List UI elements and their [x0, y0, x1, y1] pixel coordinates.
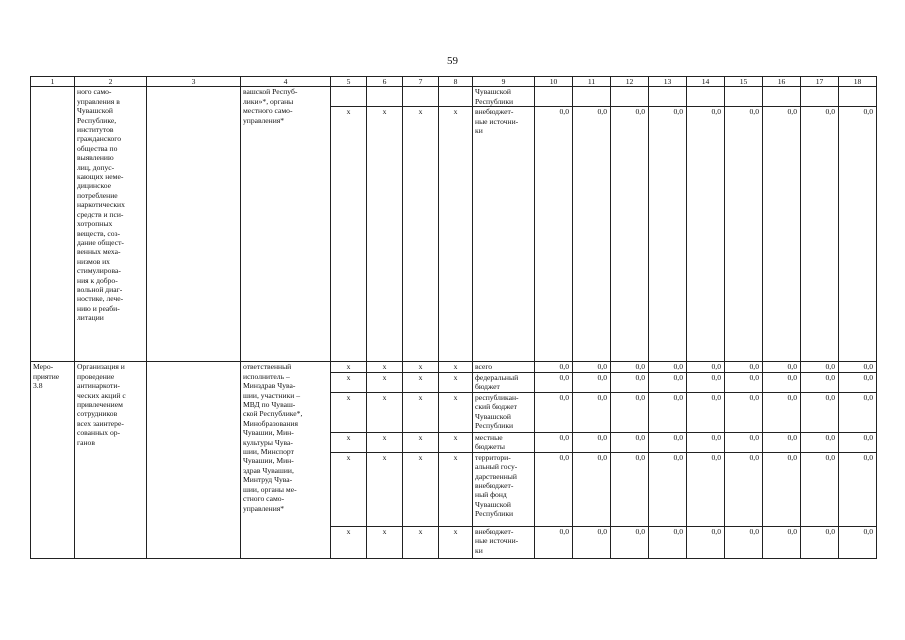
value-cell: 0,0 [801, 452, 839, 526]
column-header: 14 [687, 77, 725, 87]
value-cell: 0,0 [649, 452, 687, 526]
measure-description-cont: ного само- управления в Чувашской Республике, институтов гражданского общества по выявлению лиц, допус- кающих неме- дицинское потребление наркотических средств и пси- хотропных веществ, соз- дание общест- венных меха- низмов их стимулирова- ния к добро- вольной диаг- ностике, лече- нию и реаби- литации [75, 87, 147, 362]
cell-x: x [331, 452, 367, 526]
column-header: 6 [367, 77, 403, 87]
value-cell: 0,0 [649, 392, 687, 432]
cell-col1 [31, 87, 75, 362]
column-header: 11 [573, 77, 611, 87]
value-cell [725, 87, 763, 107]
value-cell [839, 87, 877, 107]
value-cell: 0,0 [573, 392, 611, 432]
value-cell [763, 87, 801, 107]
value-cell: 0,0 [535, 362, 573, 372]
cell-x: x [439, 452, 473, 526]
event-number: Меро- приятие 3.8 [31, 362, 75, 558]
measure-description: Организация и проведение антинаркоти- ческих акций с привлечением сотрудников всех заинтере- сованных ор- ганов [75, 362, 147, 558]
value-cell: 0,0 [763, 452, 801, 526]
value-cell: 0,0 [801, 432, 839, 452]
funding-source: федеральный бюджет [473, 372, 535, 392]
cell-x: x [331, 107, 367, 362]
cell-x: x [331, 392, 367, 432]
value-cell: 0,0 [839, 362, 877, 372]
table-row [31, 87, 877, 107]
value-cell: 0,0 [611, 432, 649, 452]
funding-source: внебюджет- ные источни- ки [473, 526, 535, 558]
value-cell: 0,0 [687, 362, 725, 372]
value-cell: 0,0 [687, 452, 725, 526]
value-cell: 0,0 [801, 362, 839, 372]
value-cell: 0,0 [649, 432, 687, 452]
value-cell: 0,0 [611, 392, 649, 432]
cell-x: x [403, 362, 439, 372]
cell-col3 [147, 362, 241, 558]
value-cell: 0,0 [687, 392, 725, 432]
value-cell: 0,0 [725, 392, 763, 432]
cell-x: x [403, 452, 439, 526]
value-cell: 0,0 [801, 372, 839, 392]
column-header: 12 [611, 77, 649, 87]
funding-source: местные бюджеты [473, 432, 535, 452]
cell-x: x [439, 432, 473, 452]
cell-x: x [439, 526, 473, 558]
value-cell: 0,0 [725, 452, 763, 526]
value-cell: 0,0 [725, 526, 763, 558]
value-cell: 0,0 [801, 392, 839, 432]
value-cell: 0,0 [573, 432, 611, 452]
executors: ответственный исполнитель – Минздрав Чува- шии, участники – МВД по Чуваш- ской Республике*, Минобразования Чувашии, Мин- культуры Чува- шии, Минспорт Чувашии, Мин- здрав Чувашии, Минтруд Чува- шии, органы ме- стного само- управления* [241, 362, 331, 558]
value-cell: 0,0 [687, 432, 725, 452]
value-cell [535, 87, 573, 107]
value-cell: 0,0 [573, 362, 611, 372]
value-cell: 0,0 [839, 107, 877, 362]
column-header: 17 [801, 77, 839, 87]
cell-x [439, 87, 473, 107]
cell-x: x [439, 107, 473, 362]
column-header: 5 [331, 77, 367, 87]
value-cell: 0,0 [535, 432, 573, 452]
value-cell: 0,0 [535, 372, 573, 392]
cell-x: x [367, 362, 403, 372]
value-cell: 0,0 [839, 372, 877, 392]
value-cell [611, 87, 649, 107]
value-cell: 0,0 [611, 362, 649, 372]
cell-x [367, 87, 403, 107]
value-cell: 0,0 [649, 526, 687, 558]
column-header: 4 [241, 77, 331, 87]
value-cell: 0,0 [839, 432, 877, 452]
cell-x: x [439, 362, 473, 372]
cell-x: x [367, 432, 403, 452]
value-cell: 0,0 [763, 362, 801, 372]
value-cell: 0,0 [687, 107, 725, 362]
cell-x: x [439, 372, 473, 392]
value-cell: 0,0 [687, 526, 725, 558]
value-cell: 0,0 [801, 526, 839, 558]
column-header: 3 [147, 77, 241, 87]
value-cell: 0,0 [839, 452, 877, 526]
value-cell: 0,0 [725, 432, 763, 452]
value-cell: 0,0 [573, 107, 611, 362]
cell-x: x [367, 372, 403, 392]
value-cell: 0,0 [763, 526, 801, 558]
value-cell: 0,0 [801, 107, 839, 362]
cell-x: x [367, 452, 403, 526]
funding-source: республикан- ский бюджет Чувашской Республики [473, 392, 535, 432]
column-header: 15 [725, 77, 763, 87]
value-cell [649, 87, 687, 107]
value-cell: 0,0 [535, 107, 573, 362]
cell-x: x [403, 392, 439, 432]
table-row [31, 362, 877, 372]
column-header: 10 [535, 77, 573, 87]
cell-x: x [367, 107, 403, 362]
value-cell [801, 87, 839, 107]
column-header: 7 [403, 77, 439, 87]
value-cell: 0,0 [725, 362, 763, 372]
value-cell: 0,0 [611, 526, 649, 558]
value-cell: 0,0 [839, 526, 877, 558]
funding-source: всего [473, 362, 535, 372]
funding-source: территори- альный госу- дарственный внебюджет- ный фонд Чувашской Республики [473, 452, 535, 526]
cell-x: x [331, 372, 367, 392]
header-row [31, 77, 877, 87]
value-cell: 0,0 [573, 452, 611, 526]
cell-x: x [331, 526, 367, 558]
value-cell: 0,0 [763, 432, 801, 452]
cell-x: x [403, 372, 439, 392]
page-number: 59 [447, 55, 458, 67]
value-cell: 0,0 [687, 372, 725, 392]
column-header: 1 [31, 77, 75, 87]
value-cell: 0,0 [611, 107, 649, 362]
column-header: 8 [439, 77, 473, 87]
cell-col3 [147, 87, 241, 362]
value-cell: 0,0 [763, 372, 801, 392]
value-cell: 0,0 [763, 392, 801, 432]
cell-x: x [367, 526, 403, 558]
column-header: 16 [763, 77, 801, 87]
cell-x: x [403, 432, 439, 452]
column-header: 2 [75, 77, 147, 87]
cell-x: x [403, 526, 439, 558]
value-cell: 0,0 [611, 452, 649, 526]
value-cell: 0,0 [573, 526, 611, 558]
cell-x: x [331, 432, 367, 452]
cell-x [403, 87, 439, 107]
cell-x: x [331, 362, 367, 372]
cell-x: x [403, 107, 439, 362]
cell-x: x [367, 392, 403, 432]
value-cell: 0,0 [725, 107, 763, 362]
funding-source: Чувашской Республики [473, 87, 535, 107]
value-cell: 0,0 [725, 372, 763, 392]
executors-cont: вашской Респуб- лики»*, органы местного само- управления* [241, 87, 331, 362]
value-cell: 0,0 [763, 107, 801, 362]
value-cell [573, 87, 611, 107]
value-cell: 0,0 [649, 362, 687, 372]
column-header: 9 [473, 77, 535, 87]
cell-x [331, 87, 367, 107]
value-cell [687, 87, 725, 107]
value-cell: 0,0 [611, 372, 649, 392]
value-cell: 0,0 [839, 392, 877, 432]
column-header: 13 [649, 77, 687, 87]
value-cell: 0,0 [573, 372, 611, 392]
value-cell: 0,0 [649, 372, 687, 392]
value-cell: 0,0 [649, 107, 687, 362]
value-cell: 0,0 [535, 526, 573, 558]
value-cell: 0,0 [535, 452, 573, 526]
column-header: 18 [839, 77, 877, 87]
cell-x: x [439, 392, 473, 432]
value-cell: 0,0 [535, 392, 573, 432]
program-table [30, 76, 877, 559]
funding-source: внебюджет- ные источни- ки [473, 107, 535, 362]
